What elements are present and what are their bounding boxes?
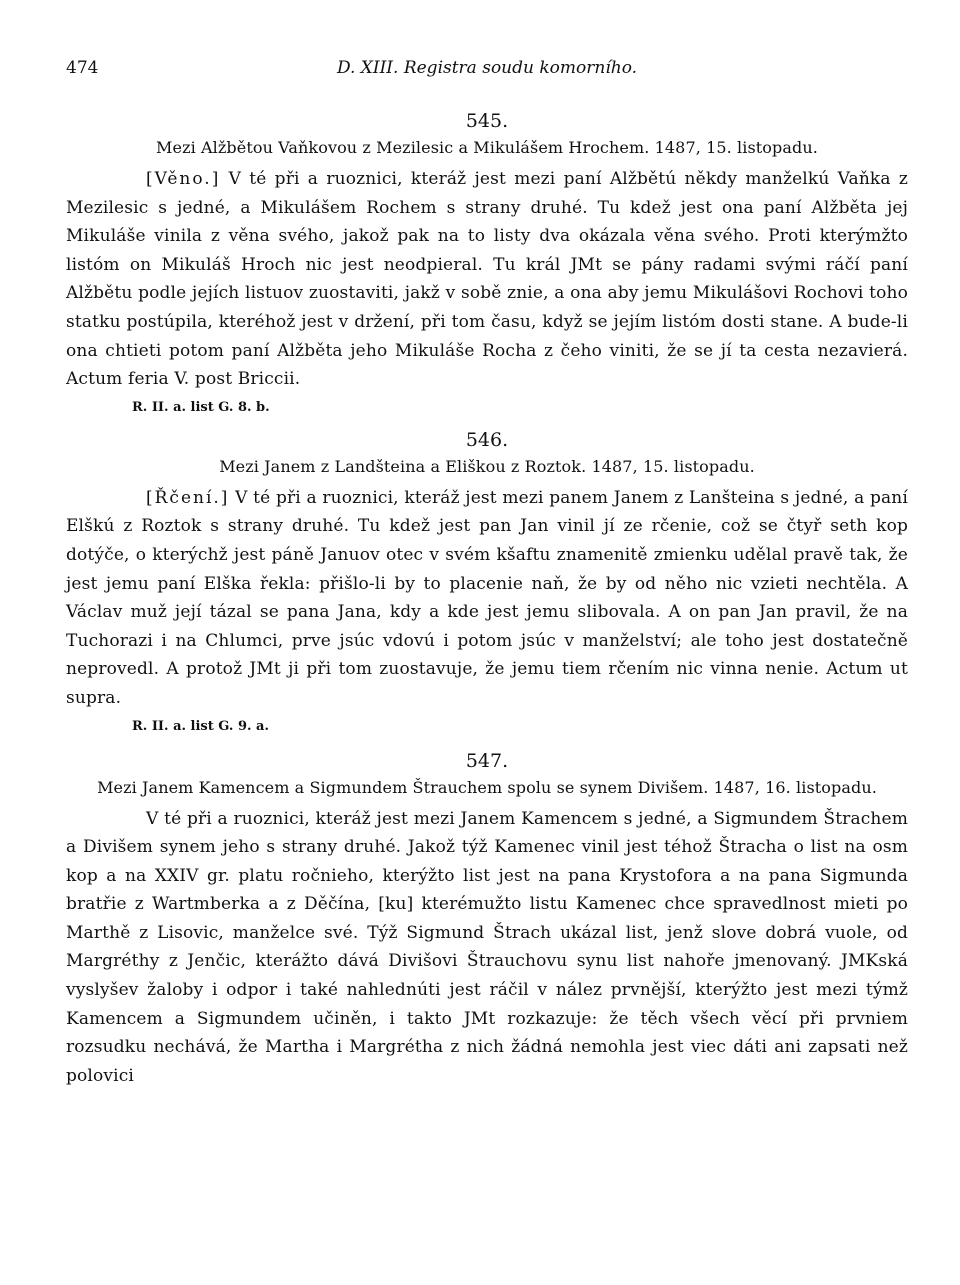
entry-body: [66, 165, 908, 394]
entry-text: V té při a ruoznici, kteráž jest mezi paní Alžbětú někdy manželkú Vaňka z Mezilesic s jedné, a Mikulášem Rochem s strany druhé. Tu kdež jest ona paní Alžběta jej Mikuláše vinila z věna svého, jakož pak na to listy dva okázala věna svého. Proti kterýmžto listóm on Mikuláš Hroch nic jest neodpieral. Tu král JMt se pány radami svými ráčí paní Alžbětu podle jejích listuov zuostaviti, jakž v sobě znie, a ona aby jemu Mikulášovi Rochovi toho statku postúpila, kteréhož jest v držení, při tom času, když se jejím listóm dosti stane. A bude-li ona chtieti potom paní Alžběta jeho Mikuláše Rocha z čeho viniti, že se jí ta cesta nezavierá. Actum feria V. post Briccii.: [66, 169, 908, 390]
document-page: [66, 58, 908, 1090]
entry-body: [66, 484, 908, 713]
entry-heading: Mezi Janem Kamencem a Sigmundem Štrauchem spolu se synem Divišem. 1487, 16. listopadu.: [97, 777, 877, 797]
source-reference: R. II. a. list G. 8. b.: [132, 399, 270, 415]
entry-lead: [Řčení.]: [146, 487, 230, 508]
entry-heading: Mezi Janem z Landšteina a Eliškou z Roztok. 1487, 15. listopadu.: [219, 456, 755, 476]
source-reference: R. II. a. list G. 9. a.: [132, 718, 270, 734]
entry-number: 547.: [465, 749, 509, 772]
page-number: 474: [66, 58, 99, 78]
page-header: [66, 58, 908, 86]
entry-heading: Mezi Alžbětou Vaňkovou z Mezilesic a Mikulášem Hrochem. 1487, 15. listopadu.: [156, 138, 818, 157]
entry-number: 545.: [465, 110, 509, 132]
entry-545: [66, 110, 908, 415]
running-title: D. XIII. Registra soudu komorního.: [336, 58, 638, 78]
entry-number: 546.: [465, 428, 509, 451]
entry-lead: [Věno.]: [146, 169, 221, 189]
entry-text: V té při a ruoznici, kteráž jest mezi Janem Kamencem s jedné, a Sigmundem Štrachem a Divišem synem jeho s strany druhé. Jakož týž Kamenec vinil jest téhož Štracha o list na osm kop a na XXIV gr. platu ročnieho, kterýžto list jest na pana Krystofora a na pana Sigmunda bratřie z Wartmberka a z Děčína, [ku] kterémužto listu Kamenec chce spravedlnost mieti po Marthě z Lisovic, manželce své. Týž Sigmund Štrach ukázal list, jenž slove dobrá vuole, od Margréthy z Jenčic, kterážto dává Divišovi Štrauchovu synu list nahoře jmenovaný. JMKská vyslyšev žaloby i odpor i také nahlednúti jest ráčil v nález prvnější, kterýžto jest mezi týmž Kamencem a Sigmundem učiněn, i takto JMt rozkazuje: že těch všech věcí při prvniem rozsudku nechává, že Martha i Margrétha z nich žádná nemohla jest viec dáti ani zapsati než polovici: [66, 808, 908, 1086]
entry-547: [66, 750, 908, 1091]
entry-body: [66, 805, 908, 1091]
entry-546: [66, 429, 908, 734]
entry-text: V té při a ruoznici, kteráž jest mezi panem Janem z Lanšteina s jedné, a paní Elškú z Roztok s strany druhé. Tu kdež jest pan Jan vinil jí ze rčenie, což se čtyř seth kop dotýče, o kterýchž jest páně Januov otec v svém kšaftu znamenitě zmienku udělal pravě tak, že jest jemu paní Elška řekla: přišlo-li by to placenie naň, že by od něho nic vzieti nechtěla. A Václav muž její tázal se pana Jana, kdy a kde jest jemu slibovala. A on pan Jan pravil, že na Tuchorazi i na Chlumci, prve jsúc vdovú i potom jsúc v manželství; ale toho jest dostatečně neprovedl. A protož JMt ji při tom zuostavuje, že jemu tiem rčením nic vinna nenie. Actum ut supra.: [66, 487, 908, 708]
